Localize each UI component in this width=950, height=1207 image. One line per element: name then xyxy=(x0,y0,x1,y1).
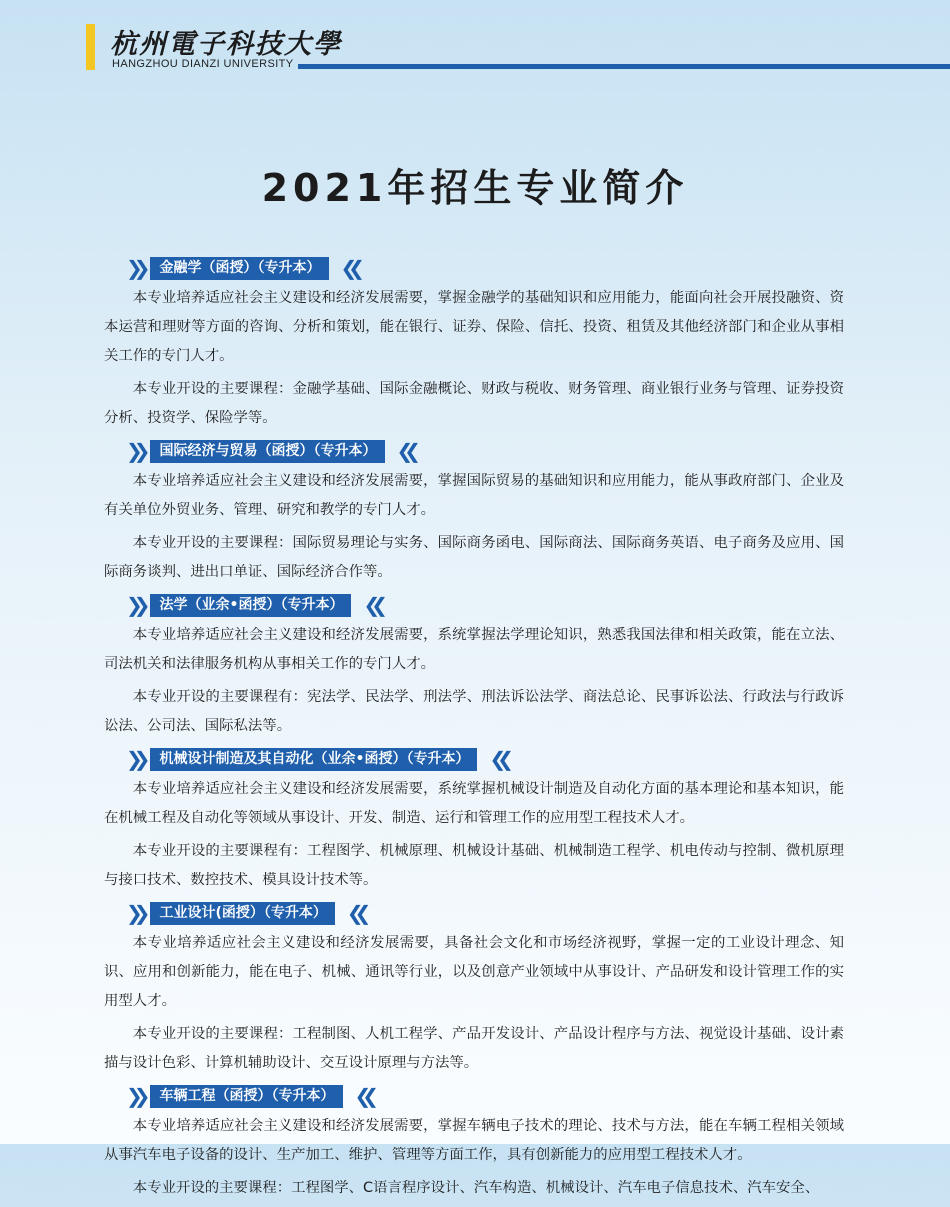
chevron-left-icon: ❮❮ xyxy=(354,1084,371,1108)
program-courses: 本专业开设的主要课程：工程图学、C语言程序设计、汽车构造、机械设计、汽车电子信息技术、汽车安全、 xyxy=(132,1180,820,1196)
section-heading xyxy=(104,591,844,619)
university-logo-english: HANGZHOU DIANZI UNIVERSITY xyxy=(112,58,294,70)
chevron-left-icon: ❮❮ xyxy=(396,439,413,463)
section-title: 国际经济与贸易（函授）（专升本） xyxy=(150,440,385,463)
program-courses: 本专业开设的主要课程有：工程图学、机械原理、机械设计基础、机械制造工程学、机电传动与控制、微机原理与接口技术、数控技术、模具设计技术等。 xyxy=(104,843,844,888)
page-title: 2021年招生专业简介 xyxy=(261,166,689,210)
program-intro: 本专业培养适应社会主义建设和经济发展需要，掌握国际贸易的基础知识和应用能力，能从事政府部门、企业及有关单位外贸业务、管理、研究和教学的专门人才。 xyxy=(104,473,844,518)
chevron-right-icon: ❯❯ xyxy=(126,256,142,280)
section-title: 机械设计制造及其自动化（业余•函授）（专升本） xyxy=(150,748,478,771)
program-list xyxy=(104,254,844,1207)
program-intro: 本专业培养适应社会主义建设和经济发展需要，具备社会文化和市场经济视野，掌握一定的工业设计理念、知识、应用和创新能力，能在电子、机械、通讯等行业，以及创意产业领域中从事设计、产品研发和设计管理工作的实用型人才。 xyxy=(104,935,844,1009)
section-heading xyxy=(104,437,844,465)
section-heading xyxy=(104,745,844,773)
program-courses: 本专业开设的主要课程：国际贸易理论与实务、国际商务函电、国际商法、国际商务英语、电子商务及应用、国际商务谈判、进出口单证、国际经济合作等。 xyxy=(104,535,844,580)
program-courses: 本专业开设的主要课程：金融学基础、国际金融概论、财政与税收、财务管理、商业银行业务与管理、证券投资分析、投资学、保险学等。 xyxy=(104,381,844,426)
chevron-right-icon: ❯❯ xyxy=(126,901,142,925)
section-heading xyxy=(104,254,844,282)
chevron-right-icon: ❯❯ xyxy=(126,1084,142,1108)
chevron-left-icon: ❮❮ xyxy=(346,901,363,925)
header-rule xyxy=(298,64,950,69)
program-section-vehicle-engineering xyxy=(104,1082,844,1203)
university-logo-chinese: 杭州電子科技大學 xyxy=(110,29,342,60)
program-intro: 本专业培养适应社会主义建设和经济发展需要，掌握车辆电子技术的理论、技术与方法，能在车辆工程相关领域从事汽车电子设备的设计、生产加工、维护、管理等方面工作，具有创新能力的应用型工程技术人才。 xyxy=(104,1118,844,1163)
program-section-mechanical xyxy=(104,745,844,895)
program-section-international-trade xyxy=(104,437,844,587)
program-intro: 本专业培养适应社会主义建设和经济发展需要，系统掌握机械设计制造及自动化方面的基本理论和基本知识，能在机械工程及自动化等领域从事设计、开发、制造、运行和管理工作的应用型工程技术人才。 xyxy=(104,781,844,826)
program-section-law xyxy=(104,591,844,741)
section-heading xyxy=(104,1082,844,1110)
chevron-left-icon: ❮❮ xyxy=(340,256,357,280)
chevron-left-icon: ❮❮ xyxy=(363,593,379,617)
chevron-left-icon: ❮❮ xyxy=(489,747,505,771)
section-title: 金融学（函授）（专升本） xyxy=(150,257,329,280)
program-courses: 本专业开设的主要课程有：宪法学、民法学、刑法学、刑法诉讼法学、商法总论、民事诉讼法、行政法与行政诉讼法、公司法、国际私法等。 xyxy=(104,689,844,734)
program-section-finance xyxy=(104,254,844,433)
program-section-industrial-design xyxy=(104,899,844,1078)
program-intro: 本专业培养适应社会主义建设和经济发展需要，系统掌握法学理论知识，熟悉我国法律和相关政策，能在立法、司法机关和法律服务机构从事相关工作的专门人才。 xyxy=(104,627,844,672)
section-title: 法学（业余•函授）（专升本） xyxy=(150,594,352,617)
section-title: 车辆工程（函授）（专升本） xyxy=(150,1085,343,1108)
section-title: 工业设计(函授）（专升本） xyxy=(150,902,335,925)
program-intro: 本专业培养适应社会主义建设和经济发展需要，掌握金融学的基础知识和应用能力，能面向社会开展投融资、资本运营和理财等方面的咨询、分析和策划，能在银行、证券、保险、信托、投资、租赁及其他经济部门和企业从事相关工作的专门人才。 xyxy=(104,290,844,364)
page-header xyxy=(0,0,950,80)
logo-accent-bar xyxy=(86,24,95,70)
program-courses: 本专业开设的主要课程：工程制图、人机工程学、产品开发设计、产品设计程序与方法、视觉设计基础、设计素描与设计色彩、计算机辅助设计、交互设计原理与方法等。 xyxy=(104,1026,844,1071)
chevron-right-icon: ❯❯ xyxy=(126,747,142,771)
chevron-right-icon: ❯❯ xyxy=(126,593,142,617)
chevron-right-icon: ❯❯ xyxy=(126,439,142,463)
section-heading xyxy=(104,899,844,927)
